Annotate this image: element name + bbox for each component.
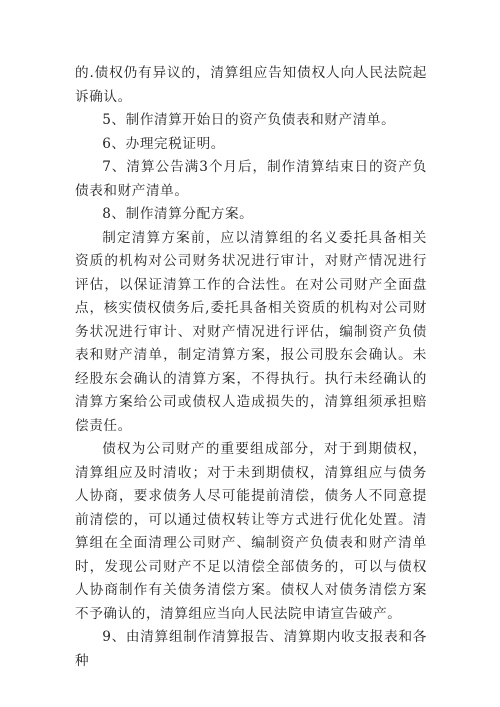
paragraph-item-6: 6、办理完税证明。 (102, 135, 225, 152)
document-body (75, 62, 427, 673)
paragraph-liquidation-plan: 制定清算方案前，应以清算组的名义委托具备相关资质的机构对公司财务状况进行审计，对财产情况进行评估，以保证清算工作的合法性。在对公司财产全面盘点，核实债权债务后,委托具备相关资质的机构对公司财务状况进行审计、对财产情况进行评估，编制资产负债表和财产清单，制定清算方案，报公司股东会确认。未经股东会确认的清算方案，不得执行。执行未经确认的清算方案给公司或债权人造成损失的，清算组须承担赔偿责任。 (75, 229, 427, 434)
paragraph-item-7: 7、清算公告满3个月后，制作清算结束日的资产负债表和财产清单。 (75, 159, 427, 199)
paragraph-item-8: 8、制作清算分配方案。 (102, 206, 254, 222)
paragraph-item-9: 9、由清算组制作清算报告、清算期内收支报表和各种 (75, 629, 427, 669)
paragraph-item-5: 5、制作清算开始日的资产负债表和财产清单。 (102, 112, 396, 128)
paragraph-claims: 债权为公司财产的重要组成部分，对于到期债权，清算组应及时清收；对于未到期债权，清算组应与债务人协商，要求债务人尽可能提前清偿，债务人不同意提前清偿的，可以通过债权转让等方式进行优化处置。清算组在全面清理公司财产、编制资产负债表和财产清单时，发现公司财产不足以清偿全部债务的，可以与债权人协商制作有关债务清偿方案。债权人对债务清偿方案不予确认的，清算组应当向人民法院申请宣告破产。 (75, 441, 427, 622)
paragraph-continuation: 的.债权仍有异议的，清算组应告知债权人向人民法院起诉确认。 (75, 65, 427, 105)
